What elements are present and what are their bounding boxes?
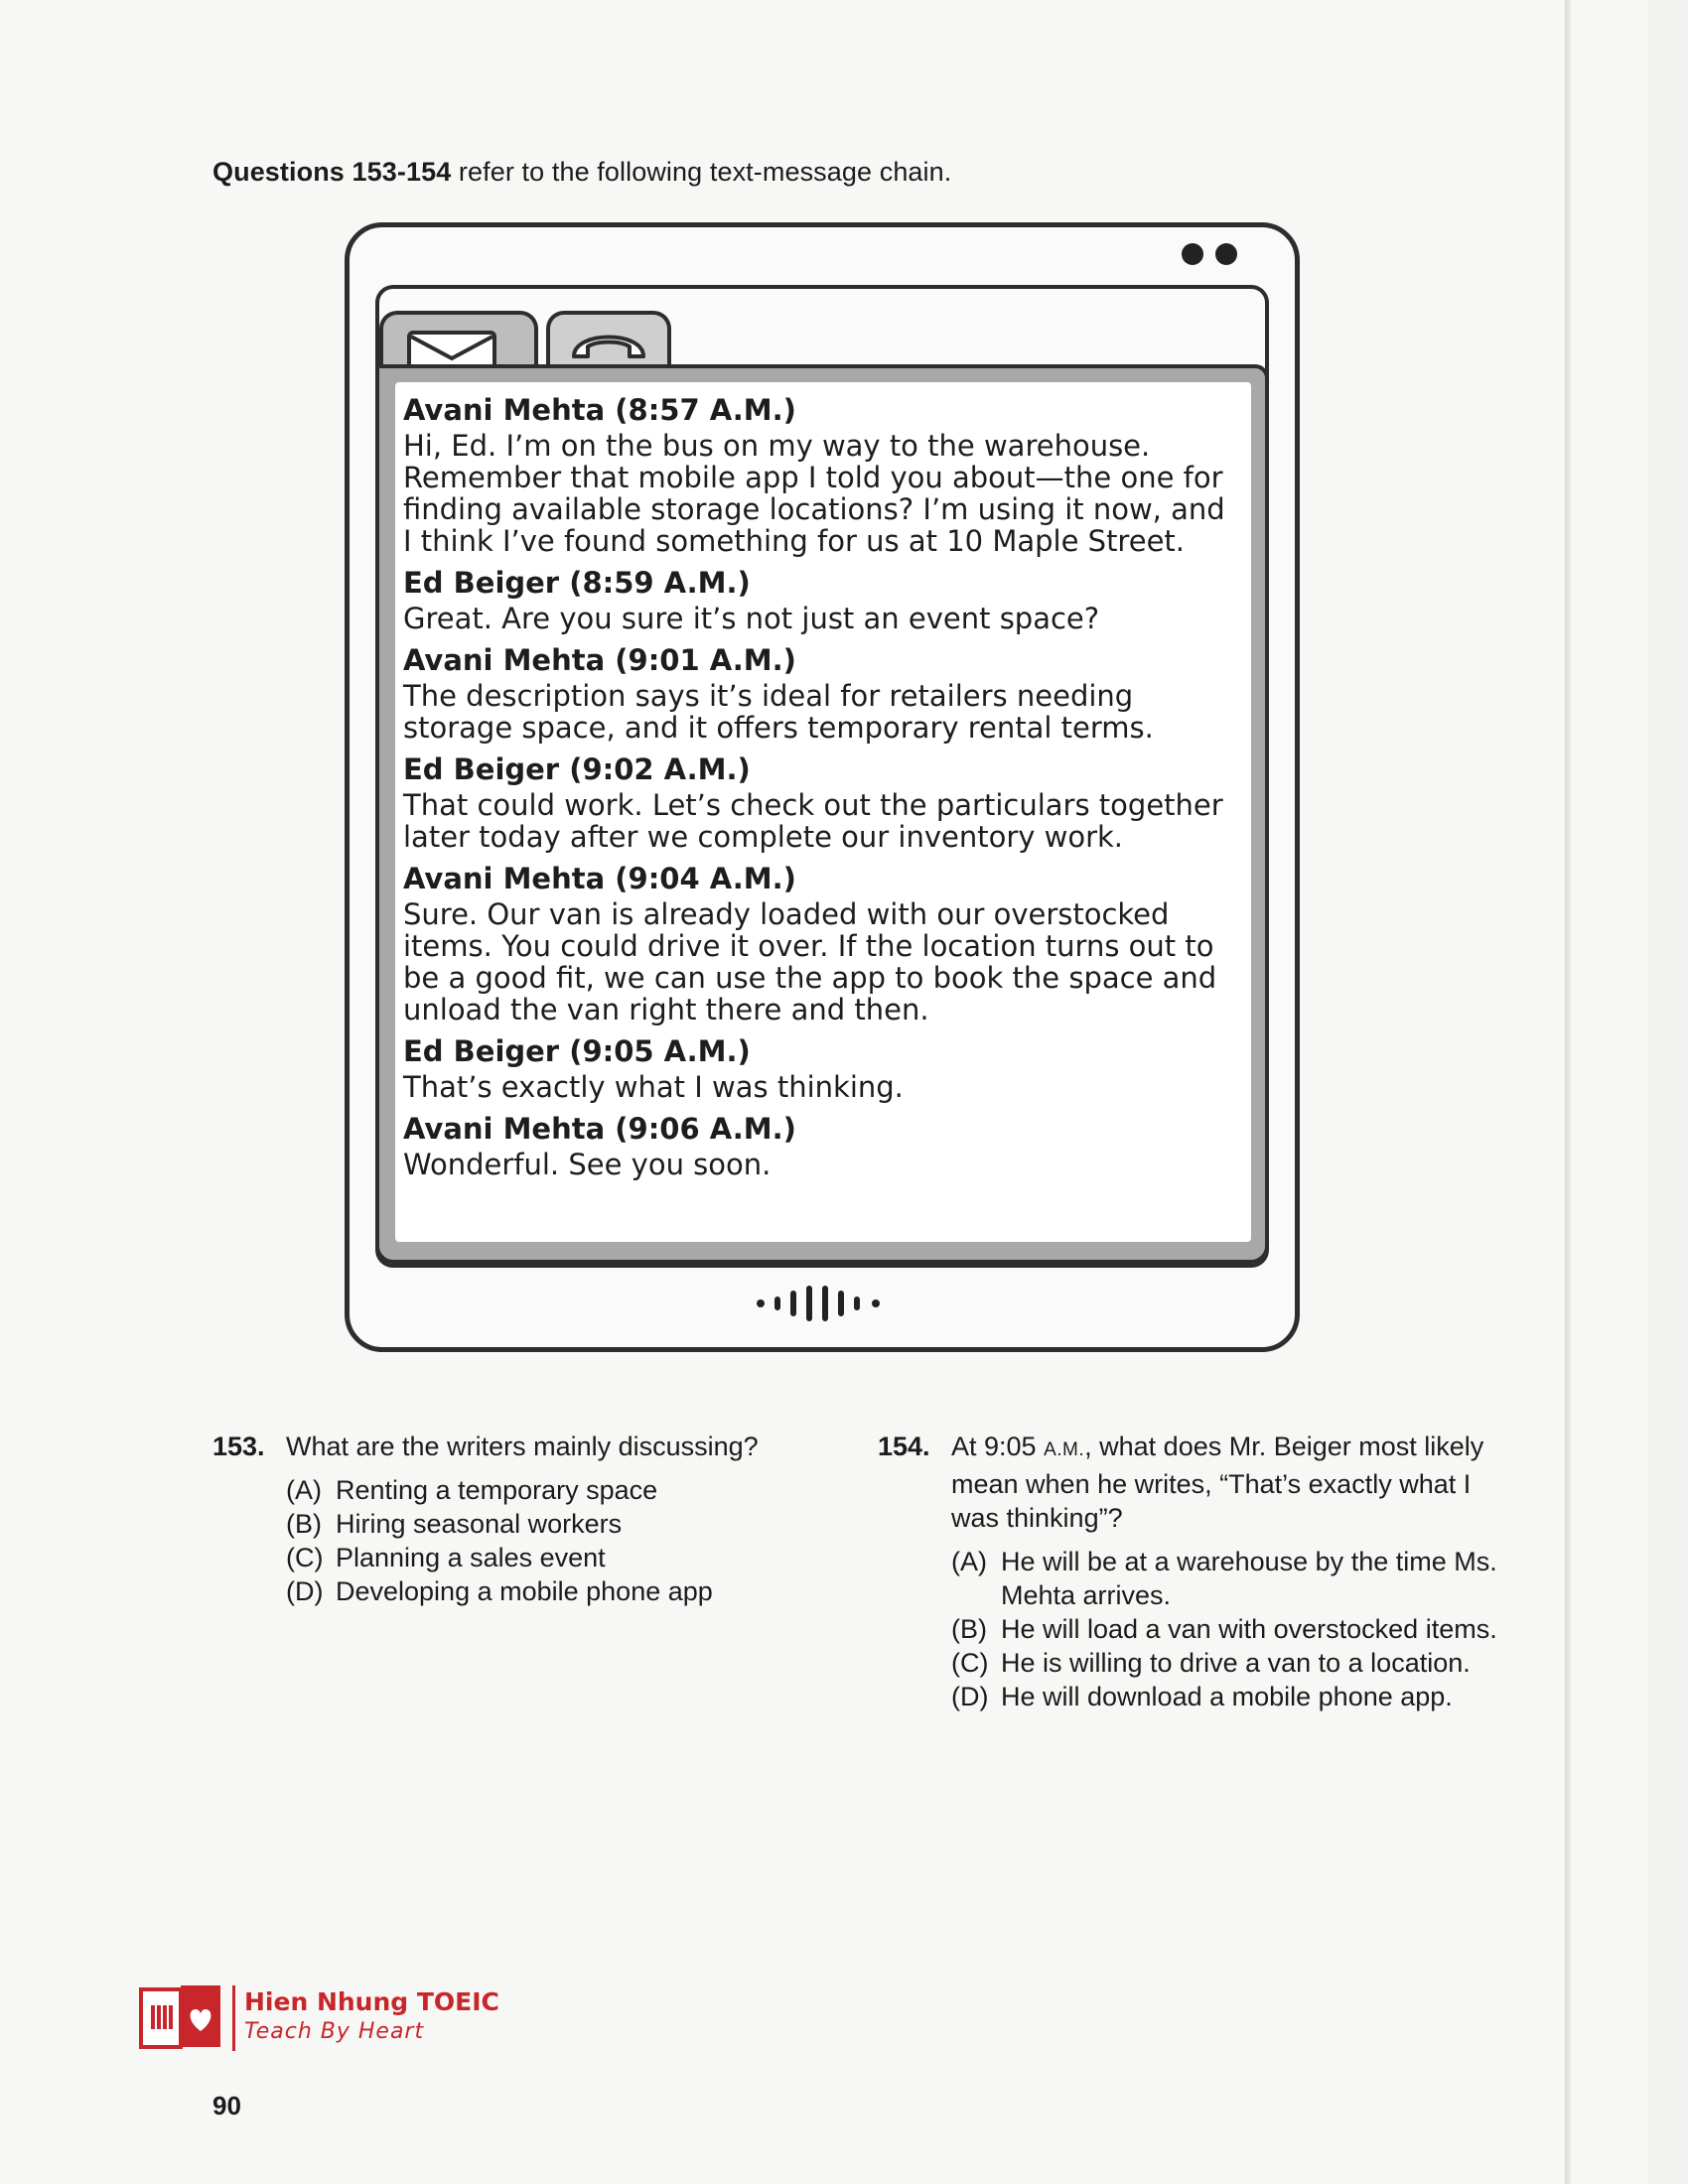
tab-mail[interactable] bbox=[379, 311, 538, 366]
message-sender: Ed Beiger (9:02 A.M.) bbox=[403, 752, 751, 786]
logo-subtitle: Teach By Heart bbox=[244, 2019, 425, 2044]
option-letter: (A) bbox=[951, 1547, 987, 1576]
answer-option[interactable] bbox=[951, 1612, 1513, 1646]
option-text: Renting a temporary space bbox=[336, 1475, 658, 1505]
message-panel bbox=[375, 364, 1269, 1264]
dot-icon bbox=[1215, 243, 1237, 265]
option-text: Planning a sales event bbox=[336, 1543, 606, 1572]
answer-option[interactable] bbox=[286, 1507, 808, 1541]
message-sender: Avani Mehta (9:04 A.M.) bbox=[403, 862, 796, 895]
answer-option[interactable] bbox=[951, 1680, 1513, 1713]
message-item bbox=[403, 753, 1241, 853]
question-time-label: A.M. bbox=[1044, 1439, 1085, 1460]
page-edge bbox=[1565, 0, 1571, 2184]
text-message-device bbox=[345, 222, 1300, 1352]
message-sender: Avani Mehta (8:57 A.M.) bbox=[403, 393, 796, 427]
question-153 bbox=[212, 1430, 808, 1608]
option-text: Developing a mobile phone app bbox=[336, 1576, 713, 1606]
tab-phone[interactable] bbox=[546, 311, 671, 366]
logo-divider bbox=[232, 1985, 235, 2051]
message-item bbox=[403, 1035, 1241, 1103]
book-heart-icon bbox=[137, 1981, 224, 2051]
message-text: Great. Are you sure it’s not just an event space? bbox=[403, 602, 1100, 635]
option-letter: (A) bbox=[286, 1475, 322, 1505]
speaker-grille-icon bbox=[753, 1284, 892, 1323]
message-item bbox=[403, 644, 1241, 744]
message-text: That’s exactly what I was thinking. bbox=[403, 1070, 904, 1104]
answer-option[interactable] bbox=[286, 1574, 808, 1608]
option-letter: (D) bbox=[286, 1576, 324, 1606]
option-text: Hiring seasonal workers bbox=[336, 1509, 623, 1539]
message-text: Sure. Our van is already loaded with our overstocked items. You could drive it over. If the location turns out to be a good fit, we can use the app to book the space and unload the van right there and then. bbox=[403, 897, 1217, 1026]
message-item bbox=[403, 567, 1241, 634]
section-intro bbox=[212, 157, 951, 188]
device-screen bbox=[375, 285, 1269, 1268]
message-sender: Ed Beiger (9:05 A.M.) bbox=[403, 1034, 751, 1068]
question-text-part: , what does Mr. Beiger most likely mean when he writes, “That’s exactly what I was thinking”? bbox=[951, 1432, 1484, 1533]
option-text: He will download a mobile phone app. bbox=[1001, 1682, 1453, 1711]
answer-options bbox=[286, 1473, 808, 1608]
option-letter: (C) bbox=[951, 1648, 989, 1678]
answer-option[interactable] bbox=[286, 1473, 808, 1507]
publisher-logo bbox=[137, 1981, 534, 2061]
option-letter: (C) bbox=[286, 1543, 324, 1572]
page-number: 90 bbox=[212, 2091, 241, 2120]
question-number: 154. bbox=[878, 1432, 930, 1461]
message-sender: Avani Mehta (9:06 A.M.) bbox=[403, 1112, 796, 1146]
message-item bbox=[403, 394, 1241, 557]
question-number: 153. bbox=[212, 1432, 265, 1461]
questions-range: Questions 153-154 bbox=[212, 157, 452, 187]
logo-title: Hien Nhung TOEIC bbox=[244, 1987, 499, 2016]
message-sender: Ed Beiger (8:59 A.M.) bbox=[403, 566, 751, 600]
message-text: Hi, Ed. I’m on the bus on my way to the warehouse. Remember that mobile app I told you about—the one for finding available storage locations? I’m using it now, and I think I’ve found something for us at 10 Maple Street. bbox=[403, 429, 1225, 558]
answer-option[interactable] bbox=[951, 1545, 1513, 1612]
message-text: That could work. Let’s check out the particulars together later today after we complete our inventory work. bbox=[403, 788, 1223, 854]
option-letter: (D) bbox=[951, 1682, 989, 1711]
question-154 bbox=[878, 1430, 1513, 1713]
option-letter: (B) bbox=[286, 1509, 322, 1539]
answer-options bbox=[951, 1545, 1513, 1713]
question-text: What are the writers mainly discussing? bbox=[286, 1432, 759, 1461]
intro-text: refer to the following text-message chain. bbox=[451, 157, 952, 187]
dot-icon bbox=[1182, 243, 1203, 265]
answer-option[interactable] bbox=[951, 1646, 1513, 1680]
message-text: The description says it’s ideal for retailers needing storage space, and it offers temporary rental terms. bbox=[403, 679, 1154, 745]
message-item bbox=[403, 1113, 1241, 1180]
option-text: He will load a van with overstocked items. bbox=[1001, 1614, 1497, 1644]
option-letter: (B) bbox=[951, 1614, 987, 1644]
question-text bbox=[951, 1430, 1513, 1535]
device-dots bbox=[1170, 243, 1237, 270]
answer-option[interactable] bbox=[286, 1541, 808, 1574]
message-item bbox=[403, 863, 1241, 1025]
question-text-part: At 9:05 bbox=[951, 1432, 1045, 1461]
message-list bbox=[395, 382, 1251, 1242]
phone-icon bbox=[570, 325, 647, 360]
option-text: He is willing to drive a van to a location. bbox=[1001, 1648, 1471, 1678]
message-sender: Avani Mehta (9:01 A.M.) bbox=[403, 643, 796, 677]
message-text: Wonderful. See you soon. bbox=[403, 1148, 772, 1181]
page-margin bbox=[1648, 0, 1688, 2184]
option-text: He will be at a warehouse by the time Ms. Mehta arrives. bbox=[1001, 1547, 1497, 1610]
